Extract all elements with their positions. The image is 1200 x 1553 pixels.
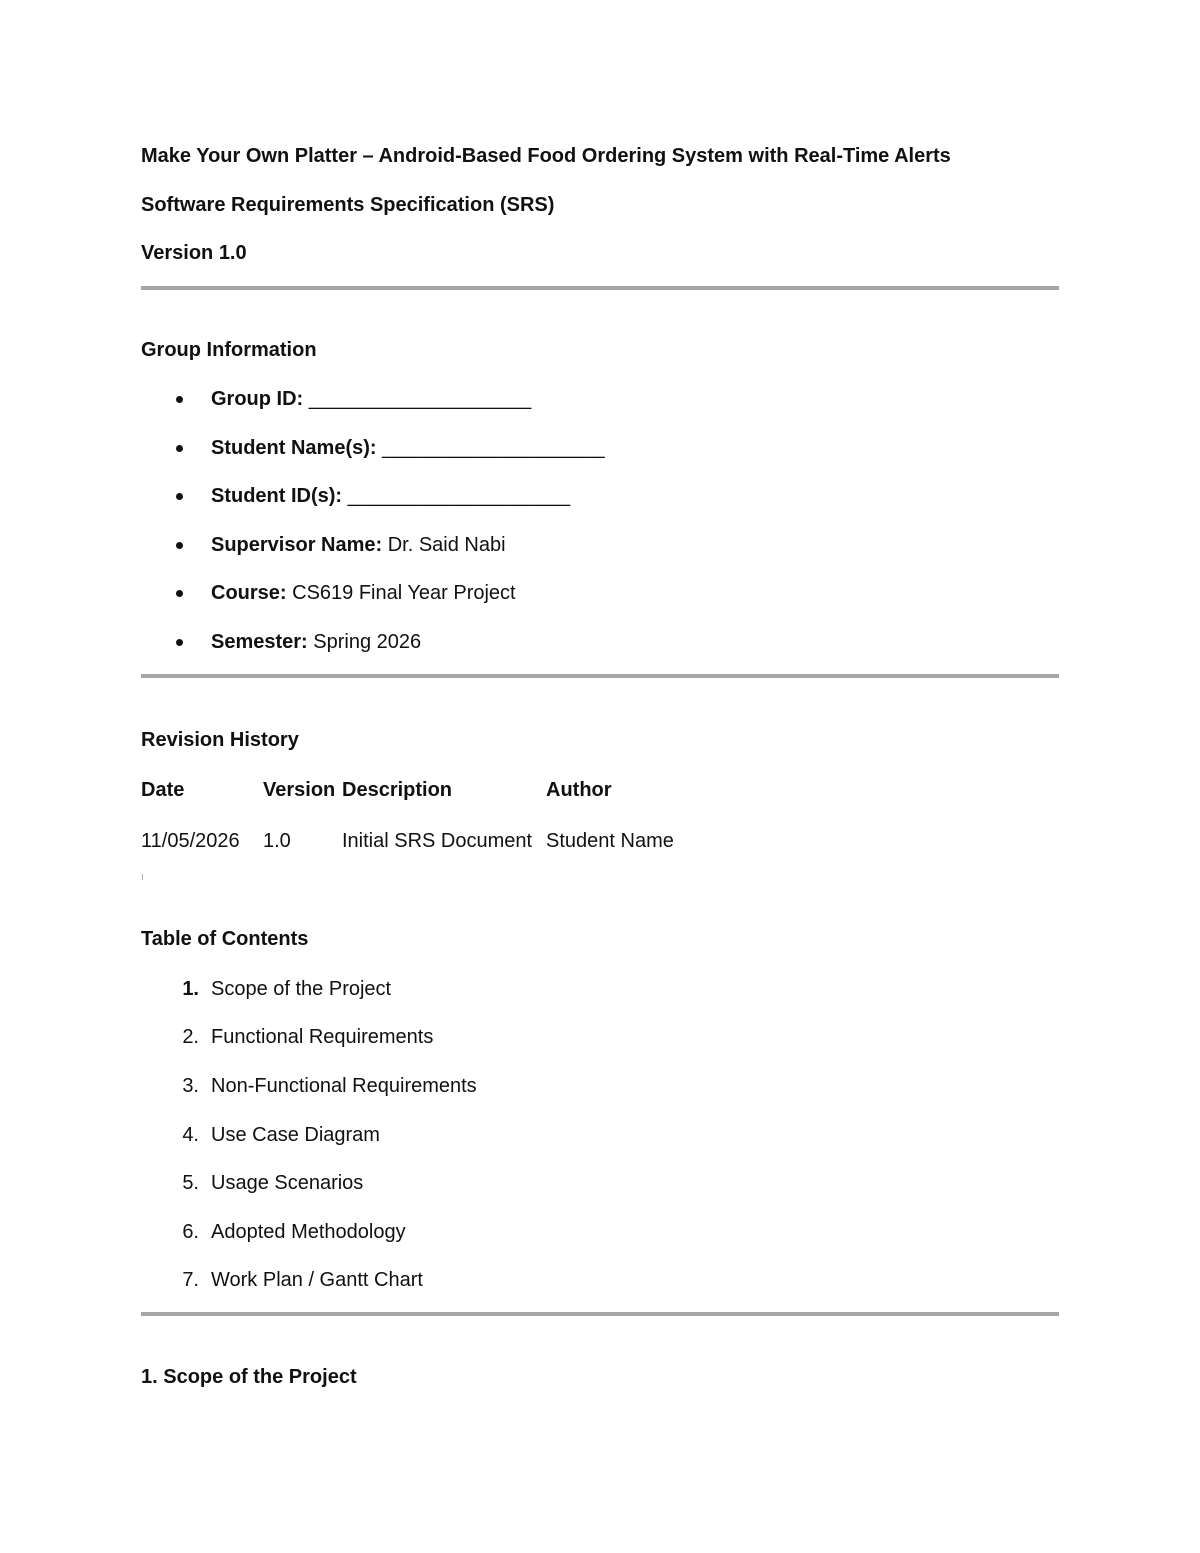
toc-item-scope[interactable]: Scope of the Project: [211, 978, 392, 1000]
revision-row-description: Initial SRS Document: [342, 830, 533, 852]
student-names-value: ____________________: [376, 437, 605, 459]
toc-item-use-case[interactable]: Use Case Diagram: [211, 1124, 380, 1146]
group-info-item: [211, 581, 516, 605]
document-version: Version 1.0: [141, 242, 247, 264]
revision-row-author: Student Name: [546, 830, 674, 852]
toc-item-number: 4.: [182, 1124, 199, 1146]
group-info-item: [211, 630, 421, 654]
toc-item-number: 3.: [182, 1075, 199, 1097]
group-info-heading: Group Information: [141, 339, 317, 361]
bullet-icon: [176, 396, 183, 403]
revision-col-author: Author: [546, 779, 612, 801]
group-id-value: ____________________: [303, 388, 532, 410]
toc-item-usage-scenarios[interactable]: Usage Scenarios: [211, 1172, 364, 1194]
bullet-icon: [176, 445, 183, 452]
revision-row-date: 11/05/2026: [141, 830, 240, 852]
text-cursor: [142, 874, 143, 880]
document-title: Make Your Own Platter – Android-Based Food Ordering System with Real-Time Alerts: [141, 145, 951, 167]
toc-item-number: 6.: [182, 1221, 199, 1243]
bullet-icon: [176, 639, 183, 646]
revision-col-version: Version: [263, 779, 336, 801]
supervisor-value: Dr. Said Nabi: [382, 534, 506, 556]
toc-item-functional[interactable]: Functional Requirements: [211, 1026, 434, 1048]
revision-col-description: Description: [342, 779, 453, 801]
toc-item-number: 1.: [182, 978, 199, 1000]
toc-item-number: 5.: [182, 1172, 199, 1194]
supervisor-label: Supervisor Name:: [211, 534, 383, 556]
toc-item-number: 7.: [182, 1269, 199, 1291]
toc-item-methodology[interactable]: Adopted Methodology: [211, 1221, 406, 1243]
revision-history-heading: Revision History: [141, 729, 299, 751]
semester-value: Spring 2026: [307, 631, 422, 653]
bullet-icon: [176, 590, 183, 597]
revision-col-date: Date: [141, 779, 185, 801]
group-info-item: [211, 387, 531, 411]
revision-row-version: 1.0: [263, 830, 291, 852]
course-value: CS619 Final Year Project: [286, 582, 516, 604]
group-info-item: [211, 436, 605, 460]
student-ids-label: Student ID(s):: [211, 485, 343, 507]
section-1-heading: 1. Scope of the Project: [141, 1366, 357, 1388]
horizontal-rule: [141, 286, 1059, 290]
document-subtitle: Software Requirements Specification (SRS): [141, 194, 555, 216]
group-info-item: [211, 484, 570, 508]
toc-heading: Table of Contents: [141, 928, 309, 950]
horizontal-rule: [141, 674, 1059, 678]
bullet-icon: [176, 493, 183, 500]
group-id-label: Group ID:: [211, 388, 304, 410]
semester-label: Semester:: [211, 631, 308, 653]
course-label: Course:: [211, 582, 287, 604]
group-info-item: [211, 533, 506, 557]
bullet-icon: [176, 542, 183, 549]
toc-item-work-plan[interactable]: Work Plan / Gantt Chart: [211, 1269, 423, 1291]
student-ids-value: ____________________: [342, 485, 571, 507]
toc-item-number: 2.: [182, 1026, 199, 1048]
toc-item-non-functional[interactable]: Non-Functional Requirements: [211, 1075, 477, 1097]
horizontal-rule: [141, 1312, 1059, 1316]
student-names-label: Student Name(s):: [211, 437, 377, 459]
